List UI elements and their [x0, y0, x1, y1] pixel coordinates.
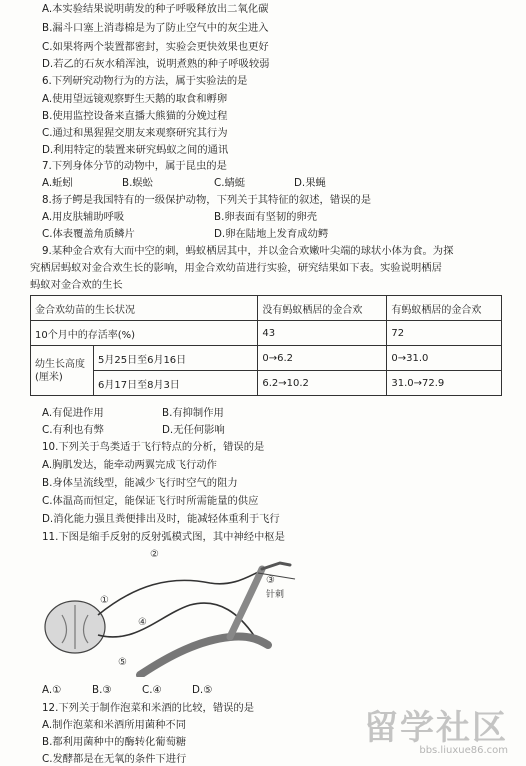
q10-option-c: C.体温高而恒定，能保证飞行时所需能量的供应 — [42, 495, 259, 507]
table-row — [31, 346, 502, 371]
table-cell: 31.0→72.9 — [387, 371, 502, 396]
table-cell: 72 — [387, 321, 502, 346]
watermark-logo: 留学社区 — [364, 708, 508, 748]
q6-option-a: A.使用望远镜观察野生天鹅的取食和孵卵 — [42, 93, 228, 105]
table-cell: 6.2→10.2 — [258, 371, 387, 396]
q8-options-row2 — [42, 228, 328, 240]
q10-option-d: D.消化能力强且粪便排出及时，能减轻体重利于飞行 — [42, 513, 280, 525]
q9-option-c: C.有利也有弊 — [42, 424, 104, 436]
q5-option-d: D.若乙的石灰水稍浑浊，说明煮熟的种子呼吸较弱 — [42, 58, 270, 70]
question-8: 8.扬子鳄是我国特有的一级保护动物，下列关于其特征的叙述，错误的是 — [42, 194, 372, 206]
q8-option-a: A.用皮肤辅助呼吸 — [42, 211, 125, 223]
q11-option-d: D.⑤ — [192, 684, 213, 696]
q12-option-b: B.都利用菌种中的酶转化葡萄糖 — [42, 736, 187, 748]
table-header-cell: 没有蚂蚁栖居的金合欢 — [258, 296, 387, 321]
diagram-label-5: ⑤ — [118, 657, 127, 668]
q9-option-d: D.无任何影响 — [162, 424, 225, 436]
q8-option-d: D.卵在陆地上发育成幼鳄 — [214, 228, 329, 240]
q5-option-c: C.如果将两个装置都密封，实验会更快效果也更好 — [42, 41, 269, 53]
table-cell: 6月17日至8月3日 — [94, 371, 258, 396]
q10-option-b: B.身体呈流线型，能减少飞行时空气的阻力 — [42, 477, 238, 489]
q11-option-c: C.④ — [142, 684, 162, 696]
table-cell: 0→6.2 — [258, 346, 387, 371]
watermark — [364, 700, 508, 756]
q7-option-d: D.果蝇 — [294, 177, 326, 189]
question-11: 11.下图是缩手反射的反射弧模式图，其中神经中枢是 — [42, 531, 285, 543]
q11-option-a: A.① — [42, 684, 62, 696]
table-header-cell: 有蚂蚁栖居的金合欢 — [387, 296, 502, 321]
q7-option-c: C.蜻蜓 — [214, 177, 246, 189]
q8-option-c: C.体表覆盖角质鳞片 — [42, 228, 135, 240]
q6-option-c: C.通过和黑猩猩交朋友来观察研究其行为 — [42, 127, 228, 139]
q12-option-c: C.发酵都是在无氧的条件下进行 — [42, 753, 187, 765]
question-9-line1: 9.某种金合欢有大而中空的刺，蚂蚁栖居其中，并以金合欢嫩叶尖端的球状小体为食。为探 — [42, 245, 454, 257]
q5-option-b: B.漏斗口塞上消毒棉是为了防止空气中的灰尘进入 — [42, 22, 269, 34]
table-cell: 43 — [258, 321, 387, 346]
question-12: 12.下列关于制作泡菜和米酒的比较，错误的是 — [42, 702, 255, 714]
q10-option-a: A.胸肌发达，能牵动两翼完成飞行动作 — [42, 459, 217, 471]
q6-option-b: B.使用监控设备来直播大熊猫的分娩过程 — [42, 110, 228, 122]
q7-option-a: A.蚯蚓 — [42, 177, 73, 189]
q11-option-b: B.③ — [92, 684, 112, 696]
diagram-label-2: ② — [150, 549, 159, 560]
question-10: 10.下列关于鸟类适于飞行特点的分析，错误的是 — [42, 441, 265, 453]
table-row — [31, 321, 502, 346]
table-header-cell: 金合欢幼苗的生长状况 — [31, 296, 258, 321]
table-row — [31, 371, 502, 396]
table-cell: 幼生长高度(厘米) — [31, 346, 94, 396]
table-cell: 10个月中的存活率(%) — [31, 321, 258, 346]
watermark-url: bbs.liuxue86.com — [419, 745, 508, 756]
q7-options — [42, 177, 326, 189]
needle-label: 针刺 — [266, 590, 285, 600]
q9-option-b: B.有抑制作用 — [162, 407, 224, 419]
q8-options-row1 — [42, 211, 317, 223]
reflex-arc-figure — [40, 545, 300, 677]
diagram-label-3: ③ — [266, 575, 275, 586]
question-6: 6.下列研究动物行为的方法，属于实验法的是 — [42, 75, 248, 87]
q6-option-d: D.利用特定的装置来研究蚂蚁之间的通讯 — [42, 144, 229, 156]
table-cell: 5月25日至6月16日 — [94, 346, 258, 371]
reflex-arc-diagram — [40, 545, 300, 677]
q7-option-b: B.蜈蚣 — [122, 177, 153, 189]
q9-options-row1 — [42, 407, 224, 419]
q9-option-a: A.有促进作用 — [42, 407, 104, 419]
question-9-line2: 究栖居蚂蚁对金合欢生长的影响，用金合欢幼苗进行实验，研究结果如下表。实验说明栖居 — [30, 262, 442, 274]
results-table — [30, 295, 502, 396]
q8-option-b: B.卵表面有坚韧的卵壳 — [214, 211, 318, 223]
q11-options — [42, 684, 212, 696]
question-7: 7.下列身体分节的动物中，属于昆虫的是 — [42, 160, 227, 172]
table-cell: 0→31.0 — [387, 346, 502, 371]
table-header-row — [31, 296, 502, 321]
q5-option-a: A.本实验结果说明萌发的种子呼吸释放出二氧化碳 — [42, 3, 269, 15]
diagram-label-1: ① — [100, 595, 109, 606]
question-9-line3: 蚂蚁对金合欢的生长 — [30, 279, 123, 291]
q9-options-row2 — [42, 424, 225, 436]
q12-option-a: A.制作泡菜和米酒所用菌种不同 — [42, 719, 186, 731]
diagram-label-4: ④ — [138, 617, 147, 628]
